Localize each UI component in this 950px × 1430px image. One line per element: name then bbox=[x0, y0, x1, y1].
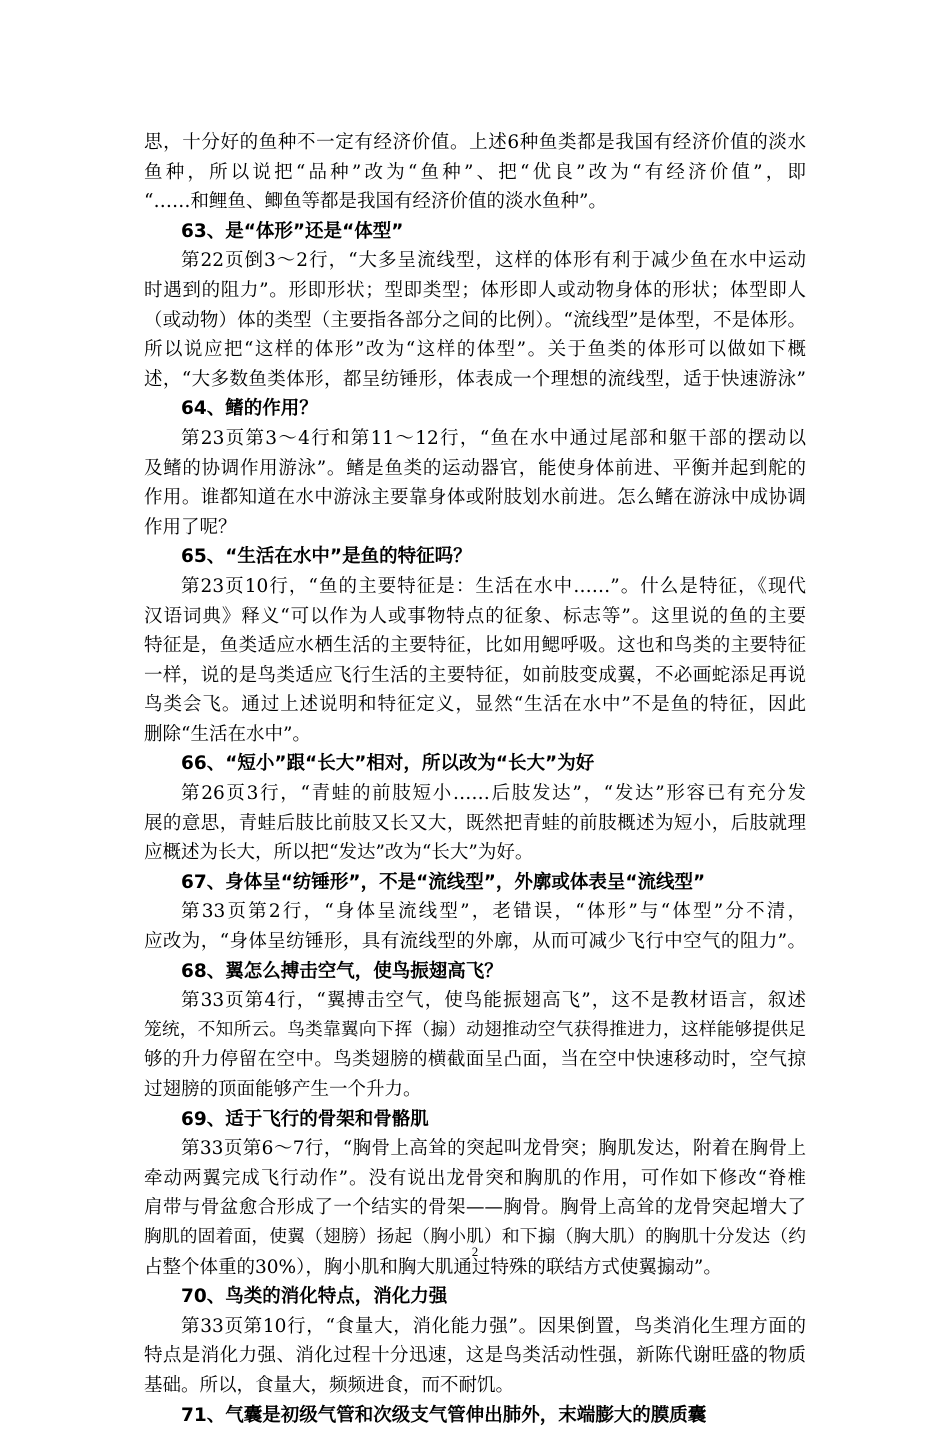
text-line: 及鳍的协调作用游泳”。鳍是鱼类的运动器官，能使身体前进、平衡并起到舵的 bbox=[144, 457, 806, 479]
text-line: 过翅膀的顶面能够产生一个升力。 bbox=[144, 1079, 422, 1100]
text-line: 第33页第2行，“身体呈流线型”，老错误，“体形”与“体型”分不清， bbox=[181, 901, 806, 923]
text-line: 第23页10行，“鱼的主要特征是：生活在水中……”。什么是特征，《现代 bbox=[181, 575, 806, 597]
section-heading: 63、是“体形”还是“体型” bbox=[181, 220, 404, 242]
text-line: 汉语词典》释义“可以作为人或事物特点的征象、标志等”。这里说的鱼的主要 bbox=[144, 605, 806, 627]
page-number: 2 bbox=[471, 1244, 479, 1259]
text-line: 时遇到的阻力”。形即形状；型即类型；体形即人或动物身体的形状；体型即人 bbox=[144, 279, 806, 301]
text-line: 鱼种，所以说把“品种”改为“鱼种”、把“优良”改为“有经济价值”，即 bbox=[144, 161, 806, 183]
text-line: 胸肌的固着面，使翼（翅膀）扬起（胸小肌）和下搧（胸大肌）的胸肌十分发达（约 bbox=[144, 1226, 806, 1247]
text-line: 第33页第4行，“翼搏击空气，使鸟能振翅高飞”，这不是教材语言，叙述 bbox=[181, 990, 806, 1012]
text-line: 笼统，不知所云。鸟类靠翼向下挥（搧）动翅推动空气获得推进力，这样能够提供足 bbox=[144, 1019, 806, 1040]
section-heading: 66、“短小”跟“长大”相对，所以改为“长大”为好 bbox=[181, 753, 595, 775]
page-body bbox=[144, 128, 806, 1430]
text-line: 第33页第10行，“食量大，消化能力强”。因果倒置，鸟类消化生理方面的 bbox=[181, 1315, 806, 1337]
text-line: 第26页3行，“青蛙的前肢短小……后肢发达”，“发达”形容已有充分发 bbox=[181, 783, 806, 805]
section-heading: 64、鳍的作用？ bbox=[181, 398, 318, 420]
text-line: 作用了呢？ bbox=[144, 516, 237, 538]
section-heading: 68、翼怎么搏击空气，使鸟振翅高飞？ bbox=[181, 960, 503, 982]
text-line: 第33页第6～7行，“胸骨上高耸的突起叫龙骨突；胸肌发达，附着在胸骨上 bbox=[181, 1138, 806, 1160]
text-line: 鸟类会飞。通过上述说明和特征定义，显然“生活在水中”不是鱼的特征，因此 bbox=[144, 694, 806, 716]
section-heading: 65、“生活在水中”是鱼的特征吗？ bbox=[181, 546, 472, 568]
section-heading: 69、适于飞行的骨架和骨骼肌 bbox=[181, 1108, 429, 1130]
text-line: 肩带与骨盆愈合形成了一个结实的骨架——胸骨。胸骨上高耸的龙骨突起增大了 bbox=[144, 1197, 806, 1219]
text-line: 删除“生活在水中”。 bbox=[144, 723, 311, 745]
text-line: 所以说应把“这样的体形”改为“这样的体型”。关于鱼类的体形可以做如下概 bbox=[144, 339, 806, 361]
text-line: 基础。所以，食量大，频频进食，而不耐饥。 bbox=[144, 1374, 515, 1396]
text-line: 第23页第3～4行和第11～12行，“鱼在水中通过尾部和躯干部的摆动以 bbox=[181, 427, 806, 449]
text-line: 作用。谁都知道在水中游泳主要靠身体或附肢划水前进。怎么鳍在游泳中成协调 bbox=[144, 487, 806, 509]
text-line: 思，十分好的鱼种不一定有经济价值。上述6种鱼类都是我国有经济价值的淡水 bbox=[144, 132, 806, 153]
text-line: “……和鲤鱼、鲫鱼等都是我国有经济价值的淡水鱼种”。 bbox=[144, 191, 607, 213]
section-heading: 67、身体呈“纺锤形”，不是“流线型”，外廓或体表呈“流线型” bbox=[181, 871, 706, 893]
text-line: 应改为，“身体呈纺锤形，具有流线型的外廓，从而可减少飞行中空气的阻力”。 bbox=[144, 931, 806, 953]
text-line: 应概述为长大，所以把“发达”改为“长大”为好。 bbox=[144, 842, 534, 864]
section-heading: 71、气囊是初级气管和次级支气管伸出肺外，末端膨大的膜质囊 bbox=[181, 1404, 707, 1426]
text-line: 述，“大多数鱼类体形，都呈纺锤形，体表成一个理想的流线型，适于快速游泳” bbox=[144, 368, 806, 390]
text-line: 特征是，鱼类适应水栖生活的主要特征，比如用鳃呼吸。这也和鸟类的主要特征 bbox=[144, 635, 806, 657]
text-line: 展的意思，青蛙后肢比前肢又长又大，既然把青蛙的前肢概述为短小，后肢就理 bbox=[144, 812, 806, 834]
text-line: 第22页倒3～2行，“大多呈流线型，这样的体形有利于减少鱼在水中运动 bbox=[181, 250, 806, 272]
section-heading: 70、鸟类的消化特点，消化力强 bbox=[181, 1286, 448, 1308]
text-line: （或动物）体的类型（主要指各部分之间的比例）。“流线型”是体型，不是体形。 bbox=[144, 309, 806, 331]
text-line: 一样，说的是鸟类适应飞行生活的主要特征，如前肢变成翼，不必画蛇添足再说 bbox=[144, 664, 806, 686]
text-line: 特点是消化力强、消化过程十分迅速，这是鸟类活动性强，新陈代谢旺盛的物质 bbox=[144, 1345, 806, 1367]
text-line: 够的升力停留在空中。鸟类翅膀的横截面呈凸面，当在空中快速移动时，空气掠 bbox=[144, 1049, 806, 1071]
text-line: 牵动两翼完成飞行动作”。没有说出龙骨突和胸肌的作用，可作如下修改“脊椎 bbox=[144, 1167, 806, 1189]
text-line: 占整个体重的30%），胸小肌和胸大肌通过特殊的联结方式使翼搧动”。 bbox=[144, 1256, 722, 1278]
